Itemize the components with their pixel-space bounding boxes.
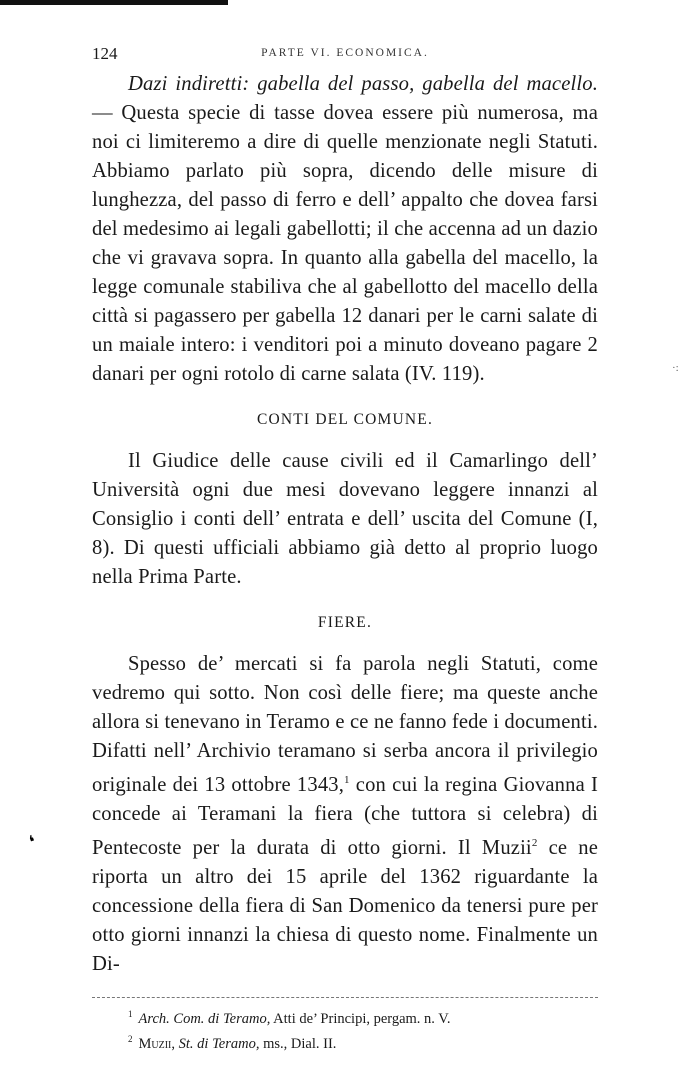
top-edge-rule bbox=[0, 0, 228, 5]
footnote-source: St. di Teramo, bbox=[175, 1035, 260, 1052]
footnote-ref: 2 bbox=[531, 836, 538, 849]
footnote bbox=[128, 1004, 598, 1029]
margin-mark: ❛ bbox=[26, 831, 39, 853]
paragraph-text: con cui la regina Giovanna I concede ai Teramani la fiera (che tuttora si celebra) di Pentecoste per la durata di otto giorni. Il Muzii bbox=[92, 773, 598, 859]
footnote bbox=[128, 1029, 598, 1054]
paragraph-text: Spesso de’ mercati si fa parola negli Statuti, come vedremo qui sotto. Non così delle fiere; ma queste anche allora si tenevano in Teramo e ce ne fanno fede i documenti. Difatti nell’ Archivio teramano si serba ancora il privilegio originale dei 13 ottobre 1343, bbox=[92, 653, 598, 796]
footnote-ref: 1 bbox=[344, 774, 350, 786]
paragraph-text: — Questa specie di tasse dovea essere più numerosa, ma noi ci limiteremo a dire di quelle menzionate negli Statuti. Abbiamo parlato più sopra, dicendo delle misure di lunghezza, del passo di ferro e dell’ appalto che dovea farsi del medesimo ai legali gabellotti; il che accenna ad un dazio che vi gravava sopra. In quanto alla gabella del macello, la legge comunale stabiliva che al gabellotto del macello della città si pagassero per gabella 12 danari per le carni salate di un maiale intero: i venditori poi a minuto doveano pagare 2 danari per ogni rotolo di carne salata (IV. 119). bbox=[92, 102, 598, 385]
footnote-author: Muzii, bbox=[138, 1035, 176, 1052]
footnote-mark: 1 bbox=[128, 1008, 133, 1019]
paragraph-dazi-indiretti bbox=[92, 70, 598, 389]
running-head bbox=[92, 44, 598, 70]
paragraph-conti-del-comune: Il Giudice delle cause civili ed il Camarlingo dell’ Università ogni due mesi dovevano leggere innanzi al Consiglio i conti dell’ entrata e dell’ uscita del Comune (I, 8). Di questi ufficiali abbiamo già detto al proprio luogo nella Prima Parte. bbox=[92, 450, 598, 588]
margin-mark: ·: bbox=[672, 362, 679, 374]
section-heading-fiere: FIERE. bbox=[317, 614, 373, 631]
book-page bbox=[92, 44, 598, 1053]
page-number: 124 bbox=[92, 44, 118, 63]
footnote-mark: 2 bbox=[128, 1033, 133, 1044]
footnote-text: Atti de’ Principi, pergam. n. V. bbox=[270, 1010, 451, 1027]
footnote-rule bbox=[92, 997, 598, 998]
footnotes bbox=[92, 1004, 598, 1054]
section-heading-conti: CONTI DEL COMUNE. bbox=[256, 411, 434, 428]
footnote-source: Arch. Com. di Teramo, bbox=[138, 1010, 271, 1027]
paragraph-fiere bbox=[92, 650, 598, 979]
running-title: PARTE VI. ECONOMICA. bbox=[261, 47, 429, 59]
paragraph-lead: Dazi indiretti: gabella del passo, gabella del macello. bbox=[128, 73, 598, 95]
paragraph-text: ce ne riporta un altro dei 15 aprile del 1362 riguardante la concessione della fiera di San Domenico da tenersi pure per otto giorni innanzi la chiesa di questo nome. Finalmente un Di- bbox=[92, 836, 598, 975]
footnote-text: ms., Dial. II. bbox=[259, 1035, 337, 1052]
